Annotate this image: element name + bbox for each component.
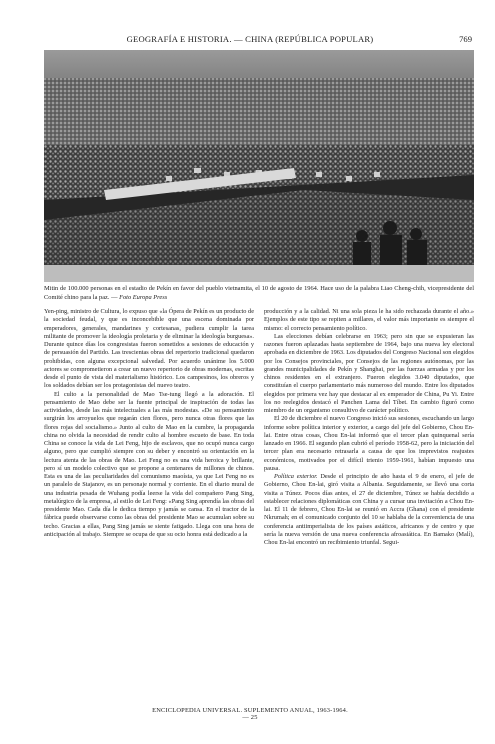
paragraph: Yen-ping, ministro de Cultura, lo expuso que «la Ópera de Pekín es un producto de la sociedad feudal, y que es inconcebible que una escena dominada por emperadores, generales, mandarines y cortesanas, pudiera cumplir la tarea militante de promover la ideología proletaria y de eliminar la ideología burguesa». Durante quince días los congresistas fueron sometidos a sesiones de educación y de persuasión del Partido. Las trescientas obras del repertorio tradicional quedaron prohibidas, con alguna excepcional salvedad. Por acuerdo unánime los 5.000 actores se comprometieron a crear un nuevo repertorio de obras modernas, escritas desde el punto de vista del materialismo histórico. Los campesinos, los obreros y los soldados debían ser los protagonistas del nuevo teatro.: [44, 308, 254, 390]
paragraph: El 20 de diciembre el nuevo Congreso inició sus sesiones, escuchando un largo informe sobre política interior y exterior, a cargo del jefe del Gobierno, Chou En-lai. Entre otras cosas, Chou En-lai informó que el tercer plan quinquenal sería lanzado en 1966. El segundo plan cubrió el período 1958-62, pero la iniciación del tercer plan era necesario retrasarla a causa de que los imprevistos reajustes económicos, motivados por el difícil trienio 1959-1961, habían impuesto una pausa.: [264, 415, 474, 472]
paragraph: El culto a la personalidad de Mao Tse-tung llegó a la adoración. El pensamiento de Mao debe ser la fuente principal de inspiración de todas las actividades, desde las más intelectuales a las más modestas. «De su pensamiento surgirán los arroyuelos que regarán cien flores, pero nunca otras flores que las flores rojas del socialismo.» Junto al culto de Mao en la cumbre, la propaganda china no olvida la necesidad de rendir culto al hombre escueto de base. En toda China se conoce la vida de Lei Feng, hijo de esclavos, que no ocupó nunca cargo alguno, pero que cumplió siempre con su deber y encontró su orientación en la lectura atenta de las obras de Mao. Lei Feng no es una vida heroica y brillante, pero sí un modelo colectivo que se propone a centenares de millones de chinos. Esta es una de las peculiaridades del comunismo maoísta, ya que Lei Feng no es un paralelo de Stajanov, es un personaje normal y corriente. En el diario mural de una industria pesada de Wuhang podía leerse la vida del compañero Pang Sing, metalúrgico de la empresa, al estilo de Lei Feng: «Pang Sing aprendía las obras del presidente Mao. Cada día le dedica tiempo y jamás se cansa. En el tractor de la fábrica puede observarse como las obras del presidente Mao se acumulan sobre su techo. Gracias a ellas, Pang Sing jamás se siente fatigado. Llega con una hora de anticipación al trabajo. Siempre se ocupa de que su ocio honra está dedicado a la: [44, 390, 254, 538]
stadium-rally-photo: [44, 50, 474, 282]
page-number: 769: [459, 34, 472, 44]
right-column: [264, 308, 474, 547]
page-footer: ENCICLOPEDIA UNIVERSAL. SUPLEMENTO ANUAL, 1963-1964. — 25: [152, 707, 348, 721]
paragraph: Las elecciones debían celebrarse en 1963; pero sin que se expusieran las razones fueron aplazadas hasta septiembre de 1964, bajo una nueva ley electoral aprobada en diciembre de 1963. Los diputados del Congreso Nacional son elegidos por los Consejos provinciales, por Consejos de las regiones autónomas, por las grandes municipalidades de Pekín y Shanghai, por las fuerzas armadas y por los chinos residentes en el extranjero. Fueron elegidos 3.040 diputados, que constituían el cuerpo parlamentario más numeroso del mundo. Entre los diputados elegidos por primera vez hay que destacar al ex emperador de China, Pu Yi. Entre los no reelegidos destacó el Panchen Lama del Tíbet. En cambio figuró como miembro de un organismo consultivo de carácter político.: [264, 332, 474, 414]
paragraph: [264, 473, 474, 547]
figure-caption: [44, 285, 474, 302]
paragraph: producción y a la calidad. Ni una sola pieza le ha sido rechazada durante el año.» Ejemplos de este tipo se repiten a millares, el valor más importante es siempre el mismo: el correcto pensamiento político.: [264, 308, 474, 332]
caption-text: Mitin de 100.000 personas en el estadio de Pekín en favor del pueblo vietnamita, el 10 de agosto de 1964. Hace uso de la palabra Liao Cheng-chih, vicepresidente del Comité chino para la paz. —: [44, 285, 474, 301]
left-column: [44, 308, 254, 539]
running-header-title: GEOGRAFÍA E HISTORIA. — CHINA (REPÚBLICA POPULAR): [126, 34, 374, 44]
section-lead: Política exterior.: [274, 473, 318, 480]
photo-credit: Foto Europa Press: [119, 293, 168, 301]
paragraph-text: Desde el principio de año hasta el 9 de enero, el jefe de Gobierno, Chou En-lai, giró visita a Albania. Seguidamente, se llevó una corta visita a Túnez. Pocos días antes, el 27 de diciembre, Túnez se había decidido a establecer relaciones diplomáticas con China y a cursar una invitación a Chou En-lai. El 11 de febrero, Chou En-lai se reunió en Accra (Ghana) con el presidente Nkrumah; en el comunicado conjunto del 10 se hablaba de la conveniencia de una conferencia antiimperialista de los países asiáticos, africanos y de centro y que sería la nueva versión de una nueva conferencia afroasiática. En Bamako (Malí), Chou En-lai encontró un recibimiento triunfal. Segui-: [264, 473, 474, 546]
